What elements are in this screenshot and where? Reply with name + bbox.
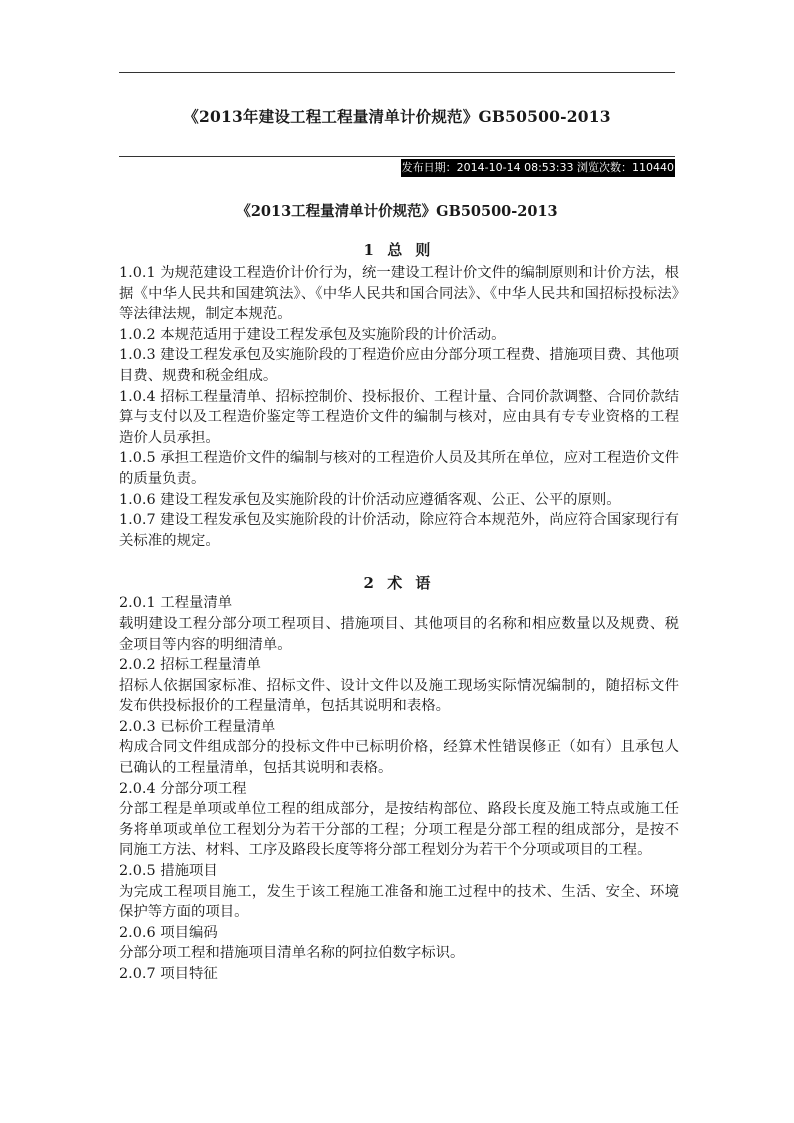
chapter-heading-terms: 2 术 语: [363, 574, 435, 593]
term-2-0-4: 2.0.4 分部分项工程: [119, 780, 247, 797]
clause-1-0-7: 1.0.7 建设工程发承包及实施阶段的计价活动，除应符合本规范外，尚应符合国家现行有关标准的规定。: [119, 512, 679, 549]
clause-1-0-2: 1.0.2 本规范适用于建设工程发承包及实施阶段的计价活动。: [119, 326, 506, 343]
term-2-0-1-definition: 载明建设工程分部分项工程项目、措施项目、其他项目的名称和相应数量以及规费、税金项目等内容的明细清单。: [119, 615, 679, 653]
term-2-0-7: 2.0.7 项目特征: [119, 966, 218, 982]
publish-info-bar: 发布日期：2014-10-14 08:53:33 浏览次数：110440: [401, 159, 675, 177]
document-title: 《2013工程量清单计价规范》GB50500-2013: [236, 203, 558, 220]
clause-1-0-5: 1.0.5 承担工程造价文件的编制与核对的工程造价人员及其所在单位，应对工程造价文件的质量负责。: [119, 450, 679, 487]
term-2-0-2-definition: 招标人依据国家标准、招标文件、设计文件以及施工现场实际情况编制的，随招标文件发布供投标报价的工程量清单，包括其说明和表格。: [119, 677, 679, 715]
document-body: [119, 240, 679, 985]
clause-1-0-4: 1.0.4 招标工程量清单、招标控制价、投标报价、工程计量、合同价款调整、合同价款结算与支付以及工程造价鉴定等工程造价文件的编制与核对，应由具有专专业资格的工程造价人员承担。: [119, 388, 679, 446]
term-2-0-3-definition: 构成合同文件组成部分的投标文件中已标明价格，经算术性错误修正（如有）且承包人已确认的工程量清单，包括其说明和表格。: [119, 739, 679, 777]
term-2-0-6: 2.0.6 项目编码: [119, 924, 218, 941]
term-2-0-6-definition: 分部分项工程和措施项目清单名称的阿拉伯数字标识。: [119, 945, 465, 962]
title-divider: [119, 156, 675, 157]
term-2-0-5-definition: 为完成工程项目施工，发生于该工程施工准备和施工过程中的技术、生活、安全、环境保护等方面的项目。: [119, 883, 679, 921]
page-title: 《2013年建设工程工程量清单计价规范》GB50500-2013: [183, 107, 611, 126]
clause-1-0-6: 1.0.6 建设工程发承包及实施阶段的计价活动应遵循客观、公正、公平的原则。: [119, 491, 621, 508]
term-2-0-4-definition: 分部工程是单项或单位工程的组成部分，是按结构部位、路段长度及施工特点或施工任务将单项或单位工程划分为若干分部的工程；分项工程是分部工程的组成部分，是按不同施工方法、材料、工序及路段长度等将分部工程划分为若干个分项或项目的工程。: [119, 801, 679, 859]
term-2-0-2: 2.0.2 招标工程量清单: [119, 657, 261, 674]
term-2-0-3: 2.0.3 已标价工程量清单: [119, 718, 276, 735]
clause-1-0-1: 1.0.1 为规范建设工程造价计价行为，统一建设工程计价文件的编制原则和计价方法，根据《中华人民共和国建筑法》、《中华人民共和国合同法》、《中华人民共和国招标投标法》等法律法规，制定本规范。: [119, 265, 679, 323]
chapter-heading-general: 1 总 则: [363, 241, 435, 259]
clause-1-0-3: 1.0.3 建设工程发承包及实施阶段的丁程造价应由分部分项工程费、措施项目费、其他项目费、规费和税金组成。: [119, 347, 679, 384]
top-divider: [119, 72, 675, 73]
term-2-0-5: 2.0.5 措施项目: [119, 863, 218, 880]
term-2-0-1: 2.0.1 工程量清单: [119, 595, 233, 612]
